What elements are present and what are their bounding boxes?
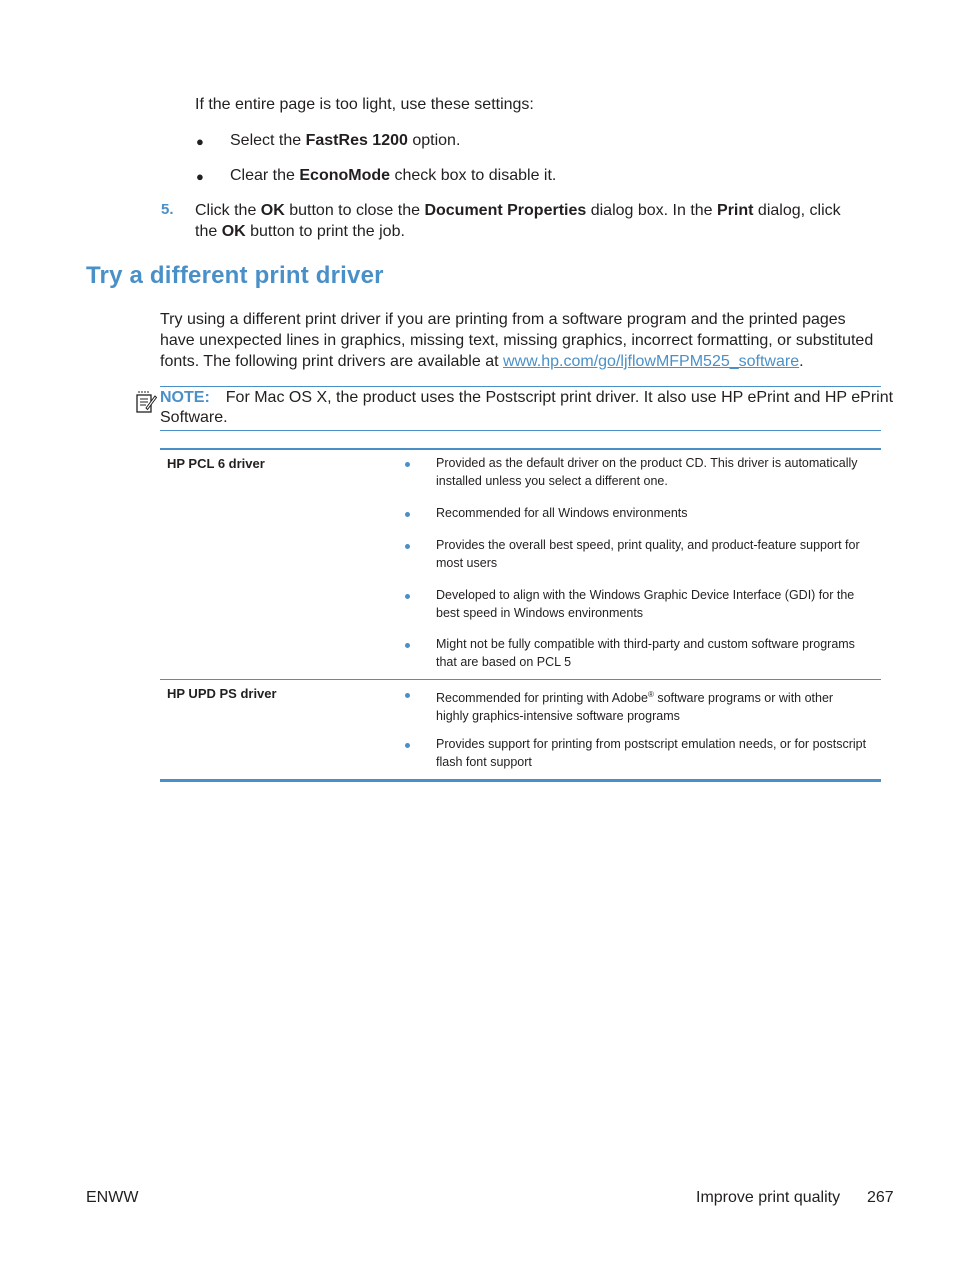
list-item: Might not be fully compatible with third-party and custom software programs that are based on PCL 5 (436, 637, 855, 669)
driver-name-upd-ps: HP UPD PS driver (167, 686, 277, 701)
intro-bullet-2: Clear the EconoMode check box to disable it. (230, 167, 557, 184)
table-row-divider (160, 679, 881, 680)
driver-name-pcl6: HP PCL 6 driver (167, 456, 265, 471)
bullet-icon: ● (196, 169, 204, 184)
footer-section: Improve print quality (696, 1189, 841, 1206)
section-title: Try a different print driver (86, 262, 384, 289)
section-para-line1: Try using a different print driver if you are printing from a software program and the printed pages (160, 311, 846, 328)
bullet-icon (405, 594, 410, 599)
note-label: NOTE: (160, 389, 210, 406)
table-bottom-rule (160, 779, 881, 782)
bullet-icon (405, 462, 410, 467)
list-item: Provided as the default driver on the product CD. This driver is automatically installed unless you select a different one. (436, 456, 858, 488)
step-number: 5. (161, 201, 174, 218)
bullet-icon (405, 544, 410, 549)
list-item: Provides support for printing from postscript emulation needs, or for postscript flash font support (436, 737, 867, 769)
step5-line1: Click the OK button to close the Document Properties dialog box. In the Print dialog, click (195, 202, 841, 219)
section-para-line3: fonts. The following print drivers are available at www.hp.com/go/ljflowMFPM525_software. (160, 353, 804, 370)
page-number: 267 (867, 1189, 894, 1206)
list-item: Recommended for all Windows environments (436, 506, 688, 520)
intro-text: If the entire page is too light, use these settings: (195, 96, 534, 113)
table-top-rule (160, 448, 881, 450)
list-item: Developed to align with the Windows Graphic Device Interface (GDI) for the best speed in Windows environments (436, 588, 855, 620)
step5-line2: the OK button to print the job. (195, 223, 405, 240)
download-link[interactable]: www.hp.com/go/ljflowMFPM525_software (503, 353, 800, 370)
note-line1: NOTE: For Mac OS X, the product uses the Postscript print driver. It also use HP ePrint and HP ePrint (160, 389, 894, 406)
bullet-icon (405, 743, 410, 748)
note-icon (135, 390, 157, 414)
list-item: Provides the overall best speed, print quality, and product-feature support for most users (436, 538, 860, 570)
note-bottom-rule (160, 430, 881, 431)
section-para-line2: have unexpected lines in graphics, missing text, missing graphics, incorrect formatting, or substituted (160, 332, 874, 349)
list-item: Recommended for printing with Adobe® software programs or with other highly graphics-intensive software programs (436, 690, 834, 723)
bullet-icon (405, 693, 410, 698)
bullet-icon (405, 512, 410, 517)
note-line2: Software. (160, 409, 228, 426)
intro-bullet-1: Select the FastRes 1200 option. (230, 132, 461, 149)
bullet-icon (405, 643, 410, 648)
footer-left: ENWW (86, 1189, 139, 1206)
bullet-icon: ● (196, 134, 204, 149)
